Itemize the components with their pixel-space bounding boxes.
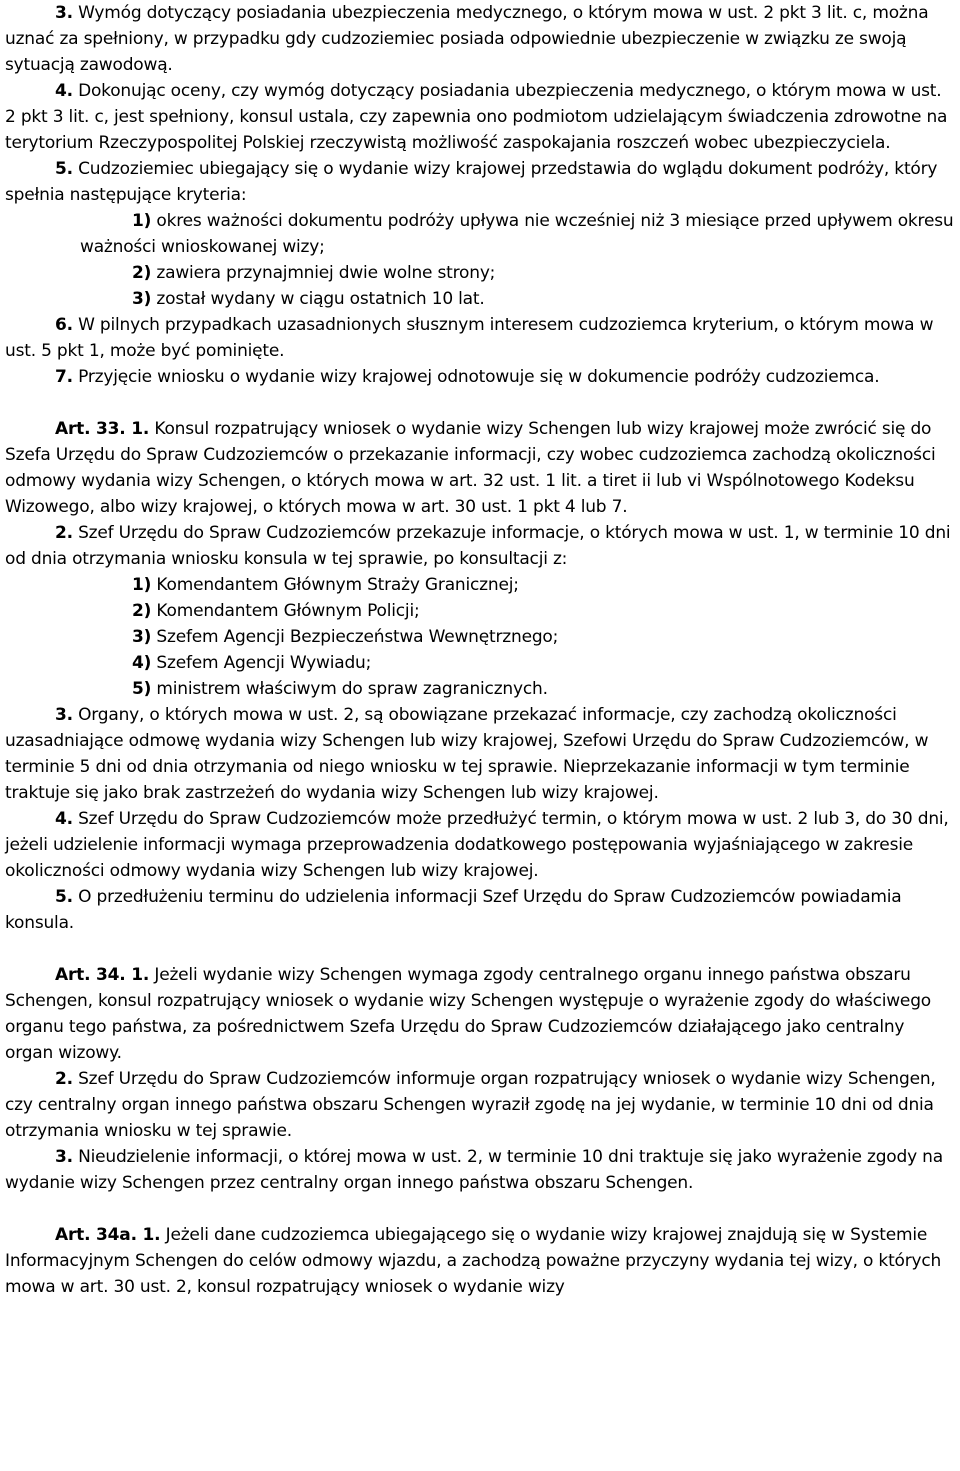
paragraph-text: Szef Urzędu do Spraw Cudzoziemców może przedłużyć termin, o którym mowa w ust. 2 lub 3, do 30 dni, jeżeli udzielenie informacji wymaga przeprowadzenia dodatkowego postępowania wyjaśniającego w zakresie okoliczności odmowy wydania wizy Schengen lub wizy krajowej. <box>5 809 949 881</box>
list-item-text: zawiera przynajmniej dwie wolne strony; <box>151 263 496 283</box>
section-gap <box>0 1196 960 1222</box>
item-number: 2. <box>55 1069 73 1089</box>
item-number: 2) <box>132 263 152 283</box>
item-number: 5) <box>132 679 152 699</box>
item-number: 6. <box>55 315 73 335</box>
paragraph-text: Szef Urzędu do Spraw Cudzoziemców informuje organ rozpatrujący wniosek o wydanie wizy Schengen, czy centralny organ innego państwa obszaru Schengen wyraził zgodę na jej wydanie, w terminie 10 dni od dnia otrzymania wniosku w tej sprawie. <box>5 1069 936 1141</box>
paragraph-4 <box>0 78 960 156</box>
list-item <box>0 624 960 650</box>
article-34a-para-1 <box>0 1222 960 1300</box>
paragraph-text: Wymóg dotyczący posiadania ubezpieczenia medycznego, o którym mowa w ust. 2 pkt 3 lit. c, można uznać za spełniony, w przypadku gdy cudzoziemiec posiada odpowiednie ubezpieczenie w związku ze swoją sytuacją zawodową. <box>5 3 929 75</box>
article-34-para-3 <box>0 1144 960 1196</box>
item-number: 3. <box>55 1147 73 1167</box>
item-number: 4. <box>55 809 73 829</box>
paragraph-text: O przedłużeniu terminu do udzielenia informacji Szef Urzędu do Spraw Cudzoziemców powiadamia konsula. <box>5 887 902 933</box>
paragraph-text: Jeżeli dane cudzoziemca ubiegającego się o wydanie wizy krajowej znajdują się w Systemie Informacyjnym Schengen do celów odmowy wjazdu, a zachodzą poważne przyczyny wydania tej wizy, o których mowa w art. 30 ust. 2, konsul rozpatrujący wniosek o wydanie wizy <box>5 1225 942 1297</box>
article-33-para-1 <box>0 416 960 520</box>
section-gap <box>0 936 960 962</box>
paragraph-5 <box>0 156 960 208</box>
paragraph-7 <box>0 364 960 390</box>
item-number: 3) <box>132 627 152 647</box>
item-number: 5. <box>55 159 73 179</box>
article-33-para-2 <box>0 520 960 572</box>
item-number: 3. <box>55 3 73 23</box>
section-gap <box>0 390 960 416</box>
item-number: 3. <box>55 705 73 725</box>
item-number: 2) <box>132 601 152 621</box>
article-34-para-1 <box>0 962 960 1066</box>
article-number: Art. 34a. 1. <box>55 1225 161 1245</box>
article-33-para-3 <box>0 702 960 806</box>
list-item-text: okres ważności dokumentu podróży upływa nie wcześniej niż 3 miesiące przed upływem okresu ważności wnioskowanej wizy; <box>80 211 954 257</box>
list-item-text: Szefem Agencji Bezpieczeństwa Wewnętrznego; <box>151 627 559 647</box>
paragraph-text: Cudzoziemiec ubiegający się o wydanie wizy krajowej przedstawia do wglądu dokument podróży, który spełnia następujące kryteria: <box>5 159 938 205</box>
paragraph-text: W pilnych przypadkach uzasadnionych słusznym interesem cudzoziemca kryterium, o którym mowa w ust. 5 pkt 1, może być pominięte. <box>5 315 934 361</box>
paragraph-text: Konsul rozpatrujący wniosek o wydanie wizy Schengen lub wizy krajowej może zwrócić się do Szefa Urzędu do Spraw Cudzoziemców o przekazanie informacji, czy wobec cudzoziemca zachodzą okoliczności odmowy wydania wizy Schengen, o których mowa w art. 32 ust. 1 lit. a tiret ii lub vi Wspólnotowego Kodeksu Wizowego, albo wizy krajowej, o których mowa w art. 30 ust. 1 pkt 4 lub 7. <box>5 419 936 517</box>
paragraph-text: Jeżeli wydanie wizy Schengen wymaga zgody centralnego organu innego państwa obszaru Schengen, konsul rozpatrujący wniosek o wydanie wizy Schengen występuje o wyrażenie zgody do właściwego organu tego państwa, za pośrednictwem Szefa Urzędu do Spraw Cudzoziemców działającego jako centralny organ wizowy. <box>5 965 931 1063</box>
list-item <box>0 572 960 598</box>
article-number: Art. 34. 1. <box>55 965 150 985</box>
item-number: 4) <box>132 653 152 673</box>
list-item <box>0 676 960 702</box>
list-item-text: ministrem właściwym do spraw zagranicznych. <box>151 679 548 699</box>
paragraph-text: Dokonując oceny, czy wymóg dotyczący posiadania ubezpieczenia medycznego, o którym mowa w ust. 2 pkt 3 lit. c, jest spełniony, konsul ustala, czy zapewnia ono podmiotom udzielającym świadczenia zdrowotne na terytorium Rzeczypospolitej Polskiej rzeczywistą możliwość zaspokajania roszczeń wobec ubezpieczyciela. <box>5 81 948 153</box>
paragraph-text: Organy, o których mowa w ust. 2, są obowiązane przekazać informacje, czy zachodzą okoliczności uzasadniające odmowę wydania wizy Schengen lub wizy krajowej, Szefowi Urzędu do Spraw Cudzoziemców, w terminie 5 dni od dnia otrzymania od niego wniosku w tej sprawie. Nieprzekazanie informacji w tym terminie traktuje się jako brak zastrzeżeń do wydania wizy Schengen lub wizy krajowej. <box>5 705 929 803</box>
article-number: Art. 33. 1. <box>55 419 150 439</box>
item-number: 4. <box>55 81 73 101</box>
list-item <box>0 260 960 286</box>
list-item-text: Komendantem Głównym Straży Granicznej; <box>151 575 519 595</box>
paragraph-text: Nieudzielenie informacji, o której mowa w ust. 2, w terminie 10 dni traktuje się jako wyrażenie zgody na wydanie wizy Schengen przez centralny organ innego państwa obszaru Schengen. <box>5 1147 943 1193</box>
paragraph-text: Szef Urzędu do Spraw Cudzoziemców przekazuje informacje, o których mowa w ust. 1, w terminie 10 dni od dnia otrzymania wniosku konsula w tej sprawie, po konsultacji z: <box>5 523 951 569</box>
item-number: 5. <box>55 887 73 907</box>
paragraph-3 <box>0 0 960 78</box>
paragraph-6 <box>0 312 960 364</box>
list-item <box>0 598 960 624</box>
article-33-para-4 <box>0 806 960 884</box>
item-number: 1) <box>132 575 152 595</box>
article-34-para-2 <box>0 1066 960 1144</box>
paragraph-text: Przyjęcie wniosku o wydanie wizy krajowej odnotowuje się w dokumencie podróży cudzoziemca. <box>72 367 880 387</box>
list-item-text: został wydany w ciągu ostatnich 10 lat. <box>151 289 485 309</box>
list-item-text: Komendantem Głównym Policji; <box>151 601 420 621</box>
list-item-text: Szefem Agencji Wywiadu; <box>151 653 372 673</box>
item-number: 3) <box>132 289 152 309</box>
item-number: 2. <box>55 523 73 543</box>
article-33-para-5 <box>0 884 960 936</box>
list-item <box>0 650 960 676</box>
item-number: 7. <box>55 367 73 387</box>
list-item <box>0 286 960 312</box>
item-number: 1) <box>132 211 152 231</box>
list-item <box>0 208 960 260</box>
